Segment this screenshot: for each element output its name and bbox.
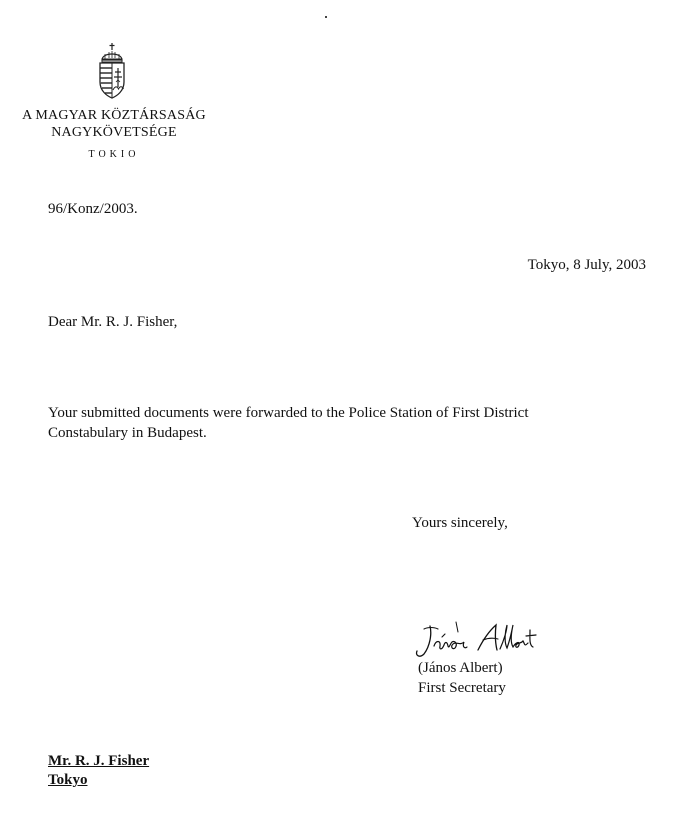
reference-number: 96/Konz/2003. bbox=[48, 201, 138, 217]
embassy-name-line1: A MAGYAR KÖZTÁRSASÁG bbox=[22, 108, 206, 123]
salutation: Dear Mr. R. J. Fisher, bbox=[48, 314, 178, 330]
signer-name: (János Albert) bbox=[418, 660, 503, 676]
recipient-name: Mr. R. J. Fisher bbox=[48, 753, 150, 769]
hungarian-coat-of-arms-icon bbox=[96, 42, 128, 100]
embassy-city: TOKIO bbox=[88, 149, 140, 160]
speck-mark bbox=[325, 16, 327, 18]
recipient-city: Tokyo bbox=[48, 772, 88, 788]
closing: Yours sincerely, bbox=[412, 515, 508, 531]
embassy-name-line2: NAGYKÖVETSÉGE bbox=[51, 125, 177, 140]
letter-date: Tokyo, 8 July, 2003 bbox=[527, 257, 646, 273]
embassy-name bbox=[12, 107, 216, 141]
signer-title: First Secretary bbox=[418, 680, 506, 696]
letter-body: Your submitted documents were forwarded to the Police Station of First District Constabulary in Budapest. bbox=[48, 405, 529, 441]
